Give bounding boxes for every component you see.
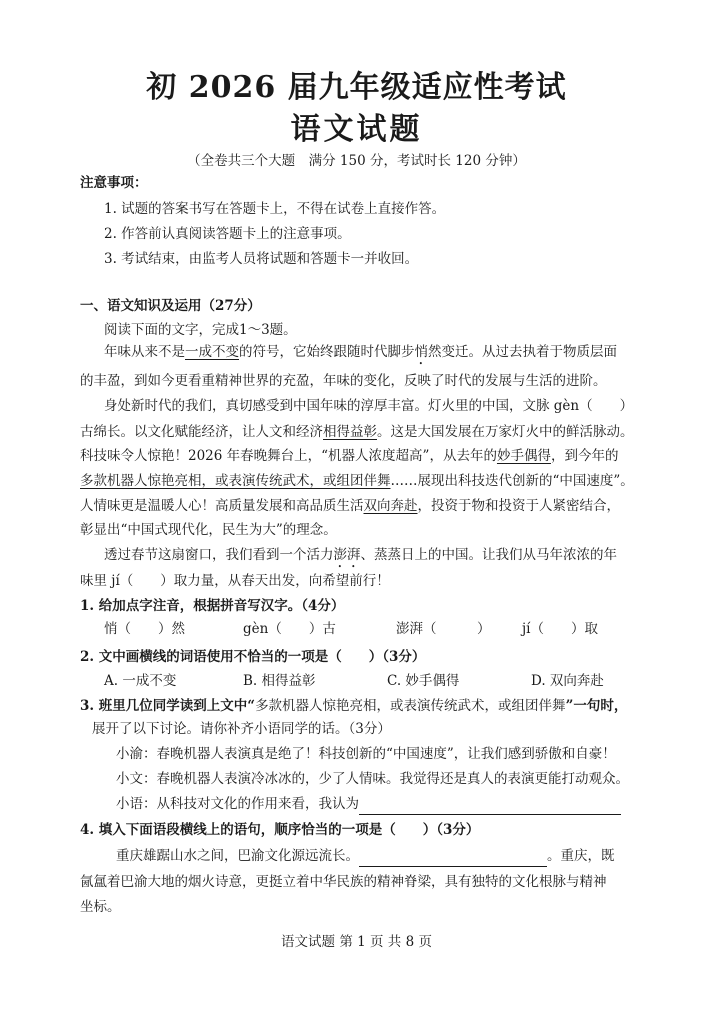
question-stem: 2. 文中画横线的词语使用不恰当的一项是（ ）（3分） — [80, 649, 426, 665]
passage-line: 坐标。 — [80, 899, 121, 915]
choice-option: A. 一成不变 — [104, 673, 177, 689]
section-heading: 一、语文知识及运用（27分） — [80, 298, 261, 314]
answer-blank[interactable] — [359, 798, 621, 815]
passage-line: 透过春节这扇窗口，我们看到一个活力澎湃、蒸蒸日上的中国。让我们从马年浓浓的年 — [104, 547, 617, 563]
notice-item: 2. 作答前认真阅读答题卡上的注意事项。 — [104, 226, 351, 242]
passage-line: 的丰盈，到如今更看重精神世界的充盈，年味的变化，反映了时代的发展与生活的进阶。 — [80, 373, 607, 389]
dialogue-line: 小文：春晚机器人表演冷冰冰的，少了人情味。我觉得还是真人的表演更能打动观众。 — [116, 771, 629, 787]
notice-item: 1. 试题的答案书写在答题卡上，不得在试卷上直接作答。 — [104, 201, 446, 217]
passage-line: 味里 jí（ ）取力量，从春天出发，向希望前行！ — [80, 573, 390, 589]
exam-subject: 语文试题 — [290, 112, 423, 147]
dialogue-line: 小语：从科技对文化的作用来看，我认为 — [116, 793, 621, 815]
passage-line: 古绵长。以文化赋能经济，让人文和经济相得益彰。这是大国发展在万家灯火中的鲜活脉动。 — [80, 424, 634, 440]
pinyin-item: 澎湃（ ） — [396, 621, 491, 637]
exam-info: （全卷共三个大题 满分 150 分，考试时长 120 分钟） — [187, 153, 526, 169]
question-stem: 3. 班里几位同学读到上文中“多款机器人惊艳亮相，或表演传统武术，或组团伴舞”一句时， — [80, 698, 628, 714]
choice-option: D. 双向奔赴 — [531, 673, 604, 689]
passage-line: 多款机器人惊艳亮相，或表演传统武术，或组团伴舞……展现出科技迭代创新的“中国速度”。 — [80, 473, 634, 489]
answer-blank[interactable] — [359, 850, 547, 867]
page-footer: 语文试题 第 1 页 共 8 页 — [281, 934, 432, 950]
question-stem: 1. 给加点字注音，根据拼音写汉字。（4分） — [80, 598, 345, 614]
passage-line: 彰显出“中国式现代化，民生为大”的理念。 — [80, 522, 337, 538]
passage-line: 重庆雄踞山水之间，巴渝文化源远流长。 。重庆，既 — [116, 845, 615, 867]
underlined-phrase: 一成不变 — [185, 344, 239, 360]
passage-line: 科技味令人惊艳！2026 年春晚舞台上，“机器人浓度超高”，从去年的妙手偶得，到今年的 — [80, 448, 619, 464]
dialogue-line: 小渝：春晚机器人表演真是绝了！科技创新的“中国速度”，让我们感到骄傲和自豪！ — [116, 746, 616, 762]
choice-option: B. 相得益彰 — [243, 673, 316, 689]
passage-line: 身处新时代的我们，真切感受到中国年味的淳厚丰富。灯火里的中国，文脉 gèn（ ） — [104, 398, 634, 414]
underlined-phrase: 多款机器人惊艳亮相，或表演传统武术，或组团伴舞 — [80, 473, 391, 489]
exam-title: 初 2026 届九年级适应性考试 — [146, 70, 567, 105]
underlined-phrase: 相得益彰 — [323, 424, 377, 440]
reading-intro: 阅读下面的文字，完成1～3题。 — [104, 322, 297, 338]
quoted-sentence: 多款机器人惊艳亮相，或表演传统武术，或组团伴舞 — [255, 698, 566, 714]
dotted-char: 澎湃 — [333, 547, 361, 563]
notice-heading: 注意事项： — [80, 175, 148, 191]
question-stem: 4. 填入下面语段横线上的语句，顺序恰当的一项是（ ）（3分） — [80, 822, 480, 838]
question-stem-cont: 展开了以下讨论。请你补齐小语同学的话。（3分） — [92, 721, 391, 737]
passage-line: 氤氲着巴渝大地的烟火诗意，更挺立着中华民族的精神脊梁，具有独特的文化根脉与精神 — [80, 874, 607, 890]
pinyin-item: gèn（ ）古 — [243, 621, 336, 637]
notice-item: 3. 考试结束，由监考人员将试题和答题卡一并收回。 — [104, 251, 419, 267]
pinyin-item: jí（ ）取 — [522, 621, 599, 637]
pinyin-item: 悄（ ）然 — [104, 621, 185, 637]
underlined-phrase: 妙手偶得 — [496, 448, 551, 464]
passage-line: 年味从来不是一成不变的符号，它始终跟随时代脚步悄然变迁。从过去执着于物质层面 — [104, 344, 617, 360]
underlined-phrase: 双向奔赴 — [363, 498, 418, 514]
passage-line: 人情味更是温暖人心！高质量发展和高品质生活双向奔赴，投资于物和投资于人紧密结合， — [80, 498, 620, 514]
dotted-char: 悄 — [414, 344, 428, 360]
choice-option: C. 妙手偶得 — [387, 673, 460, 689]
